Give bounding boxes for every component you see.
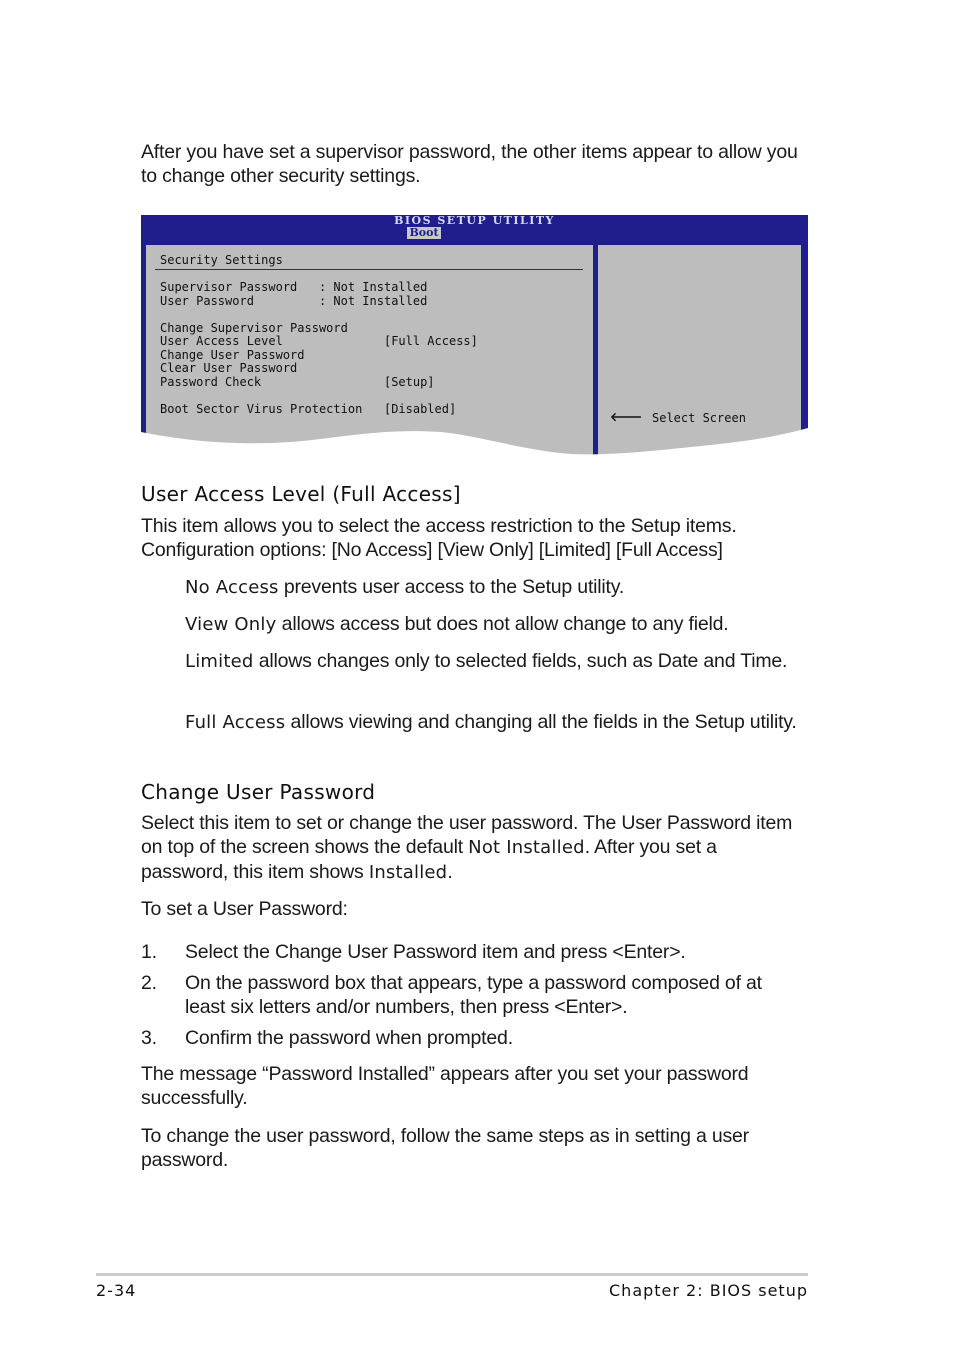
option-full-access xyxy=(185,710,805,735)
bios-row-clear-user-password[interactable]: Clear User Password xyxy=(160,361,298,375)
note-change-password: To change the user password, follow the same steps as in setting a user password. xyxy=(141,1125,749,1171)
section1-body: This item allows you to select the access restriction to the Setup items. Configuration options: [No Access] [View Only] [Limited] [Full Access] xyxy=(141,515,737,561)
bios-row-change-supervisor-password[interactable]: Change Supervisor Password xyxy=(160,321,348,335)
body-text: . After you set a password, this item shows xyxy=(141,836,717,883)
option-desc: allows changes only to selected fields, such as Date and Time. xyxy=(253,650,788,672)
page-number: 2-34 xyxy=(96,1281,137,1300)
note-password-installed: The message “Password Installed” appears after you set your password successfully. xyxy=(141,1063,749,1109)
arrow-left-icon: 🡐 xyxy=(610,410,643,424)
bios-row-user-password: User Password : Not Installed xyxy=(160,294,428,308)
bios-row-user-access-level[interactable]: User Access Level [Full Access] xyxy=(160,334,478,348)
footer-rule xyxy=(96,1273,808,1276)
step-number: 3. xyxy=(141,1027,157,1049)
torn-edge xyxy=(141,420,808,460)
chapter-label: Chapter 2: BIOS setup xyxy=(609,1281,808,1300)
step-text: Confirm the password when prompted. xyxy=(185,1027,513,1049)
steps-lead: To set a User Password: xyxy=(141,898,348,920)
bios-screenshot xyxy=(141,215,808,455)
bios-section-title: Security Settings xyxy=(160,253,283,267)
bios-title: BIOS SETUP UTILITY xyxy=(394,214,555,227)
heading-change-user-password: Change User Password xyxy=(141,780,376,804)
intro-paragraph: After you have set a supervisor password, the other items appear to allow you to change other security settings. xyxy=(141,141,798,187)
bios-divider xyxy=(155,269,583,270)
bios-tab-boot[interactable]: Boot xyxy=(407,227,441,239)
heading-user-access-level: User Access Level (Full Access] xyxy=(141,482,461,506)
option-limited xyxy=(185,649,805,674)
bios-row-supervisor-password: Supervisor Password : Not Installed xyxy=(160,280,428,294)
option-desc: allows access but does not allow change to any field. xyxy=(276,613,729,635)
step-number: 2. xyxy=(141,972,157,994)
option-term: View Only xyxy=(185,614,277,635)
bios-row-change-user-password[interactable]: Change User Password xyxy=(160,348,305,362)
option-no-access xyxy=(185,575,805,600)
section2-body xyxy=(141,811,809,885)
bios-help-select-screen: Select Screen xyxy=(652,411,746,425)
step-text: On the password box that appears, type a password composed of at least six letters and/or numbers, then press <Enter>. xyxy=(185,972,762,1018)
step-number: 1. xyxy=(141,941,157,963)
option-view-only xyxy=(185,612,805,637)
term-not-installed: Not Installed xyxy=(468,837,585,858)
body-text: Select this item to set or change the user password. The User Password item on top of the screen shows the default xyxy=(141,812,793,858)
term-installed: Installed xyxy=(368,862,448,883)
step-text: Select the Change User Password item and press <Enter>. xyxy=(185,941,686,963)
bios-row-boot-sector-virus-protection[interactable]: Boot Sector Virus Protection [Disabled] xyxy=(160,402,457,416)
body-text: . xyxy=(447,861,453,883)
option-desc: allows viewing and changing all the fields in the Setup utility. xyxy=(285,711,797,733)
option-term: Full Access xyxy=(185,712,286,733)
option-term: No Access xyxy=(185,577,279,598)
option-term: Limited xyxy=(185,651,254,672)
option-desc: prevents user access to the Setup utility. xyxy=(278,576,625,598)
bios-row-password-check[interactable]: Password Check [Setup] xyxy=(160,375,435,389)
